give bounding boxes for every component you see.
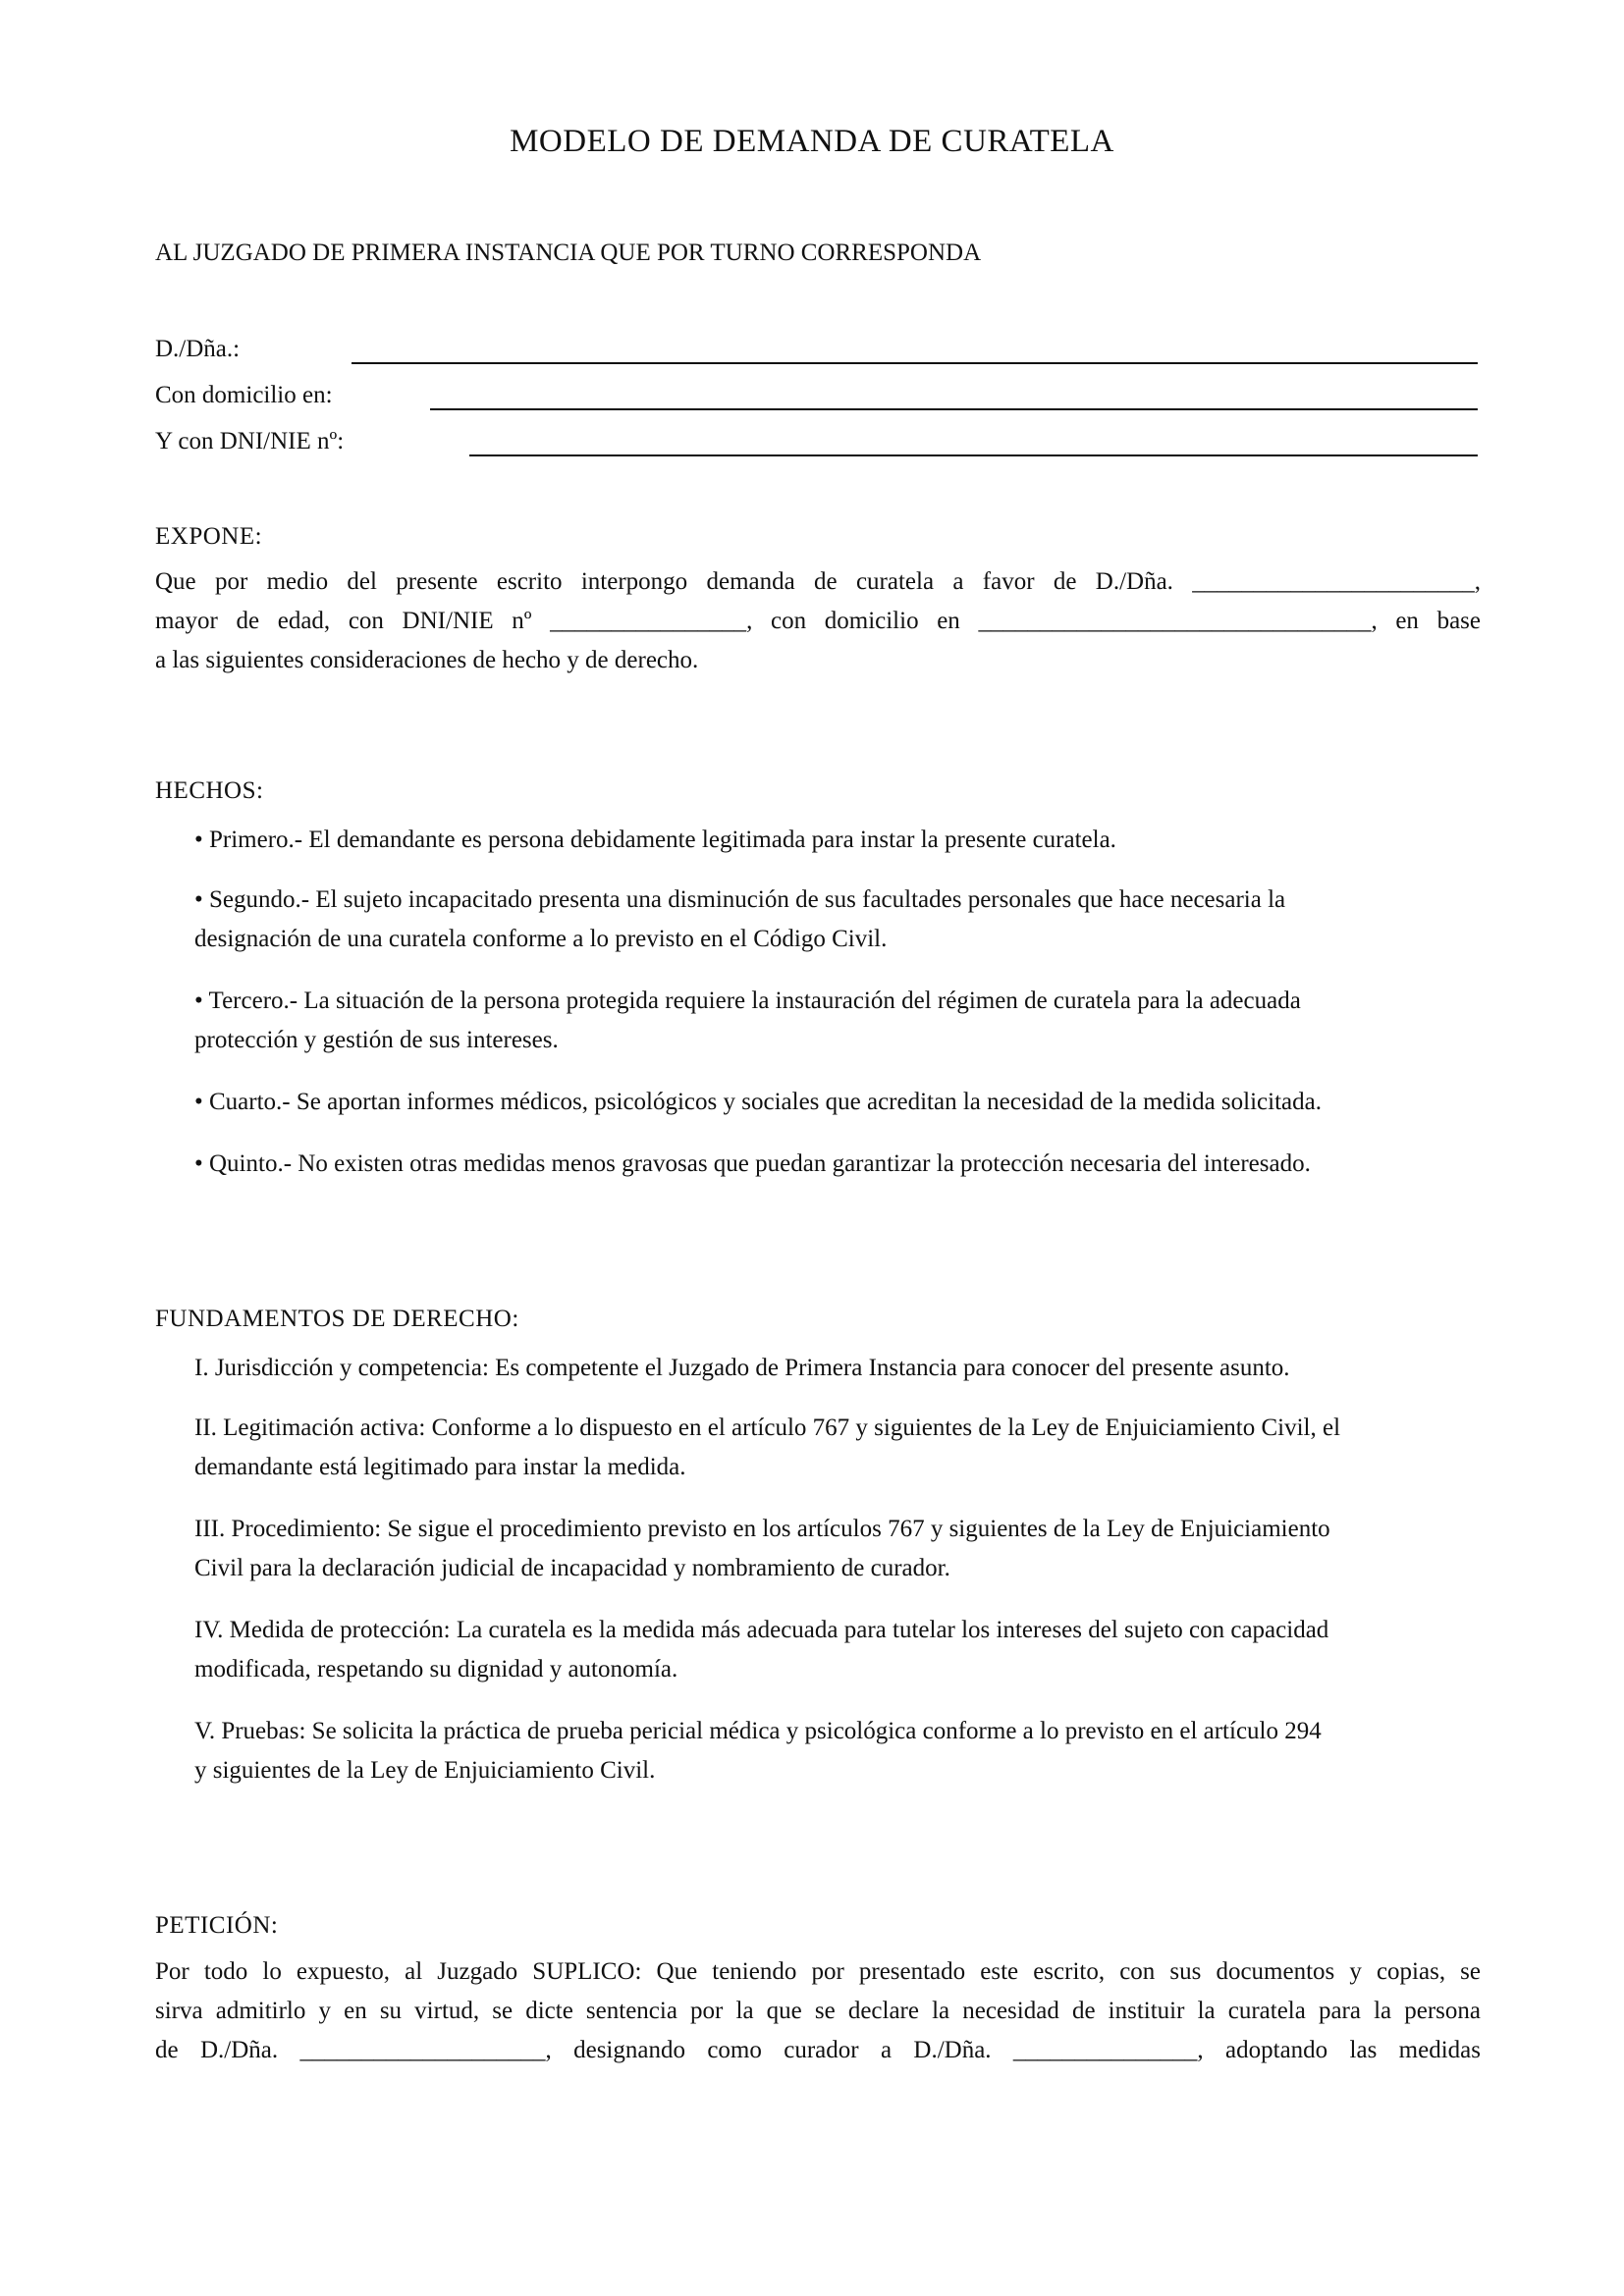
expone-line: Que por medio del presente escrito interpongo demanda de curatela a favor de D./Dña. _______________________, xyxy=(155,568,1481,595)
hechos-item-primero xyxy=(194,821,1481,860)
peticion-line: sirva admitirlo y en su virtud, se dicte sentencia por la que se declare la necesidad de instituir la curatela para la persona xyxy=(155,1998,1481,2024)
hechos-item-line: • Quinto.- No existen otras medidas menos gravosas que puedan garantizar la protección necesaria del interesado. xyxy=(194,1150,1311,1177)
hechos-item-cuarto xyxy=(194,1083,1481,1122)
hechos-item-line: • Cuarto.- Se aportan informes médicos, psicológicos y sociales que acreditan la necesidad de la medida solicitada. xyxy=(194,1089,1322,1115)
hechos-item-line: designación de una curatela conforme a lo previsto en el Código Civil. xyxy=(194,926,888,952)
hechos-item-line: • Tercero.- La situación de la persona protegida requiere la instauración del régimen de curatela para la adecuada xyxy=(194,988,1301,1014)
fundamentos-item-5 xyxy=(194,1712,1481,1790)
hechos-item-tercero xyxy=(194,982,1481,1060)
fundamentos-item-3 xyxy=(194,1510,1481,1588)
field-row-name[interactable] xyxy=(155,336,1478,375)
hechos-heading: HECHOS: xyxy=(155,777,264,804)
fundamentos-item-line: demandante está legitimado para instar la medida. xyxy=(194,1454,686,1480)
fundamentos-item-line: III. Procedimiento: Se sigue el procedimiento previsto en los artículos 767 y siguientes de la Ley de Enjuiciamiento xyxy=(194,1516,1330,1542)
peticion-line: de D./Dña. ____________________, designando como curador a D./Dña. _______________, adoptando las medidas xyxy=(155,2037,1481,2063)
fundamentos-item-line: Civil para la declaración judicial de incapacidad y nombramiento de curador. xyxy=(194,1555,950,1581)
fundamentos-item-line: I. Jurisdicción y competencia: Es competente el Juzgado de Primera Instancia para conocer del presente asunto. xyxy=(194,1355,1290,1381)
hechos-item-line: • Segundo.- El sujeto incapacitado presenta una disminución de sus facultades personales que hace necesaria la xyxy=(194,886,1286,913)
field-label-name: D./Dña.: xyxy=(155,336,241,362)
hechos-item-quinto xyxy=(194,1145,1481,1184)
fundamentos-item-1 xyxy=(194,1349,1481,1388)
field-label-id: Y con DNI/NIE nº: xyxy=(155,428,345,454)
peticion-line: Por todo lo expuesto, al Juzgado SUPLICO: Que teniendo por presentado este escrito, con sus documentos y copias, se xyxy=(155,1958,1481,1985)
hechos-item-line: protección y gestión de sus intereses. xyxy=(194,1027,559,1053)
field-label-address: Con domicilio en: xyxy=(155,382,333,408)
fundamentos-item-line: modificada, respetando su dignidad y autonomía. xyxy=(194,1656,678,1682)
fundamentos-heading: FUNDAMENTOS DE DERECHO: xyxy=(155,1306,519,1332)
field-row-id[interactable] xyxy=(155,428,1478,467)
fundamentos-item-4 xyxy=(194,1611,1481,1689)
expone-paragraph xyxy=(155,562,1481,680)
document-title: MODELO DE DEMANDA DE CURATELA xyxy=(510,124,1114,159)
id-blank-line[interactable] xyxy=(469,454,1478,456)
addressee-line: AL JUZGADO DE PRIMERA INSTANCIA QUE POR TURNO CORRESPONDA xyxy=(155,240,982,266)
expone-heading: EXPONE: xyxy=(155,523,263,550)
fundamentos-item-line: y siguientes de la Ley de Enjuiciamiento Civil. xyxy=(194,1757,656,1784)
fundamentos-item-2 xyxy=(194,1409,1481,1487)
fundamentos-item-line: IV. Medida de protección: La curatela es la medida más adecuada para tutelar los intereses del sujeto con capacidad xyxy=(194,1617,1329,1643)
hechos-item-segundo xyxy=(194,881,1481,959)
hechos-item-line: • Primero.- El demandante es persona debidamente legitimada para instar la presente curatela. xyxy=(194,827,1116,853)
peticion-heading: PETICIÓN: xyxy=(155,1912,279,1939)
fundamentos-item-line: V. Pruebas: Se solicita la práctica de prueba pericial médica y psicológica conforme a lo previsto en el artículo 294 xyxy=(194,1718,1322,1744)
address-blank-line[interactable] xyxy=(430,408,1478,410)
expone-line: a las siguientes consideraciones de hecho y de derecho. xyxy=(155,647,699,673)
field-row-address[interactable] xyxy=(155,382,1478,421)
expone-line: mayor de edad, con DNI/NIE nº ________________, con domicilio en ________________________________, en base xyxy=(155,608,1481,634)
fundamentos-item-line: II. Legitimación activa: Conforme a lo dispuesto en el artículo 767 y siguientes de la Ley de Enjuiciamiento Civil, el xyxy=(194,1415,1341,1441)
name-blank-line[interactable] xyxy=(352,362,1478,364)
peticion-paragraph xyxy=(155,1952,1481,2070)
